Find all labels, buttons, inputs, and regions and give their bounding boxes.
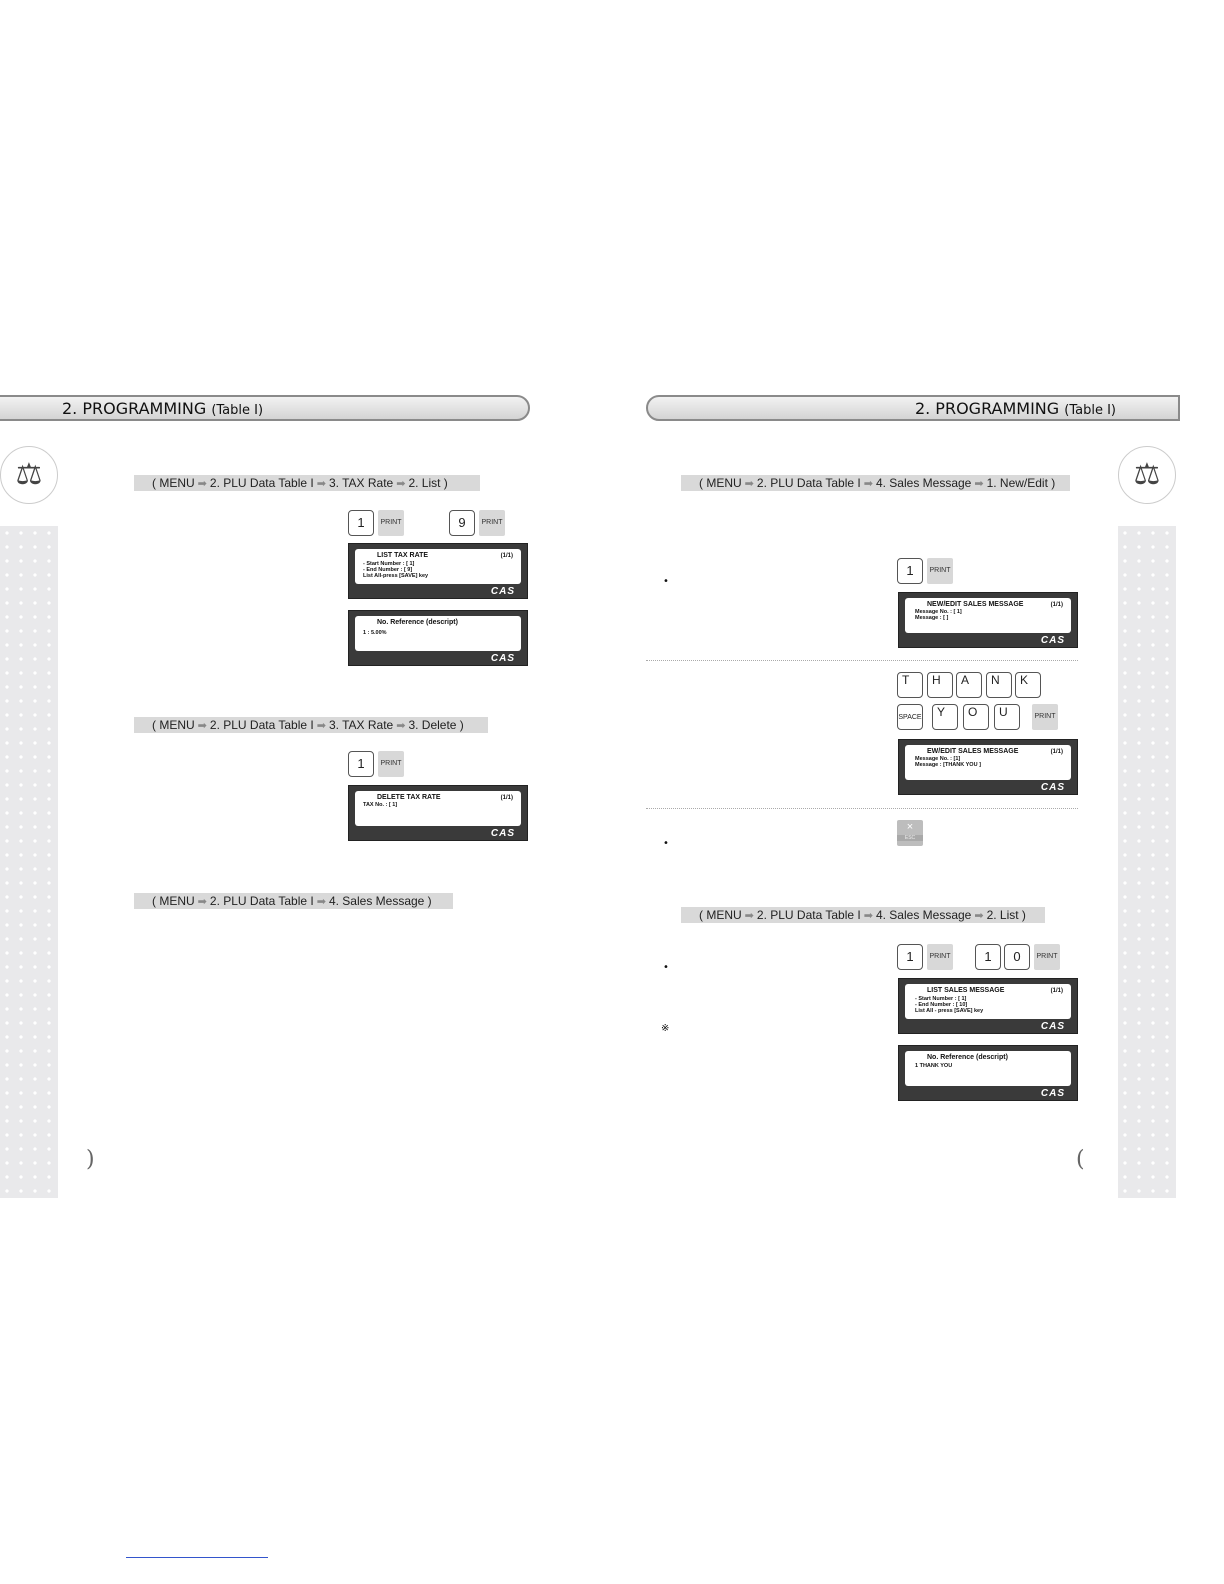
lcd-title: NEW/EDIT SALES MESSAGE bbox=[927, 601, 1024, 608]
breadcrumb-tax-delete: ( MENU ➡ 2. PLU Data Table I ➡ 3. TAX Rate ➡ 3. Delete ) bbox=[134, 717, 488, 733]
arrow-icon: ➡ bbox=[396, 720, 406, 732]
key-print: PRINT bbox=[927, 944, 953, 970]
arrow-icon: ➡ bbox=[316, 896, 326, 908]
page-number-mark-right: ( bbox=[1076, 1147, 1085, 1172]
arrow-icon: ➡ bbox=[197, 478, 207, 490]
scale-icon: ⚖ bbox=[0, 446, 58, 504]
lcd-new-edit-sales-message: NEW/EDIT SALES MESSAGE (1/1) Message No. : [ 1] Message : [ ] CAS bbox=[898, 592, 1078, 648]
page-number-mark-left: ) bbox=[86, 1147, 95, 1172]
key-print: PRINT bbox=[927, 558, 953, 584]
divider bbox=[646, 808, 1078, 809]
arrow-icon: ➡ bbox=[974, 910, 984, 922]
key-1: 1 bbox=[897, 944, 923, 970]
bullet: • bbox=[663, 962, 669, 973]
bullet: • bbox=[663, 576, 669, 587]
cas-logo: CAS bbox=[1040, 635, 1065, 646]
arrow-icon: ➡ bbox=[197, 896, 207, 908]
x-icon: × bbox=[906, 821, 914, 833]
lcd-title: No. Reference (descript) bbox=[377, 619, 458, 626]
arrow-icon: ➡ bbox=[316, 720, 326, 732]
key-9: 9 bbox=[449, 510, 475, 536]
bullet: • bbox=[663, 838, 669, 849]
lcd-page: (1/1) bbox=[1050, 988, 1063, 994]
lcd-tax-reference: No. Reference (descript) 1 : 5.00% CAS bbox=[348, 610, 528, 666]
arrow-icon: ➡ bbox=[396, 478, 406, 490]
cas-logo: CAS bbox=[490, 586, 515, 597]
breadcrumb-sales-new-edit: ( MENU ➡ 2. PLU Data Table I ➡ 4. Sales Message ➡ 1. New/Edit ) bbox=[681, 475, 1070, 491]
breadcrumb-tax-list: ( MENU ➡ 2. PLU Data Table I ➡ 3. TAX Rate ➡ 2. List ) bbox=[134, 475, 480, 491]
key-print: PRINT bbox=[479, 510, 505, 536]
key-0: 0 bbox=[1004, 944, 1030, 970]
cas-logo: CAS bbox=[1040, 1021, 1065, 1032]
cross-mark: ※ bbox=[661, 1023, 670, 1034]
lcd-title: EW/EDIT SALES MESSAGE bbox=[927, 748, 1019, 755]
arrow-icon: ➡ bbox=[863, 478, 873, 490]
breadcrumb-sales-list: ( MENU ➡ 2. PLU Data Table I ➡ 4. Sales Message ➡ 2. List ) bbox=[681, 907, 1045, 923]
key-1: 1 bbox=[897, 558, 923, 584]
key-letter: A bbox=[956, 672, 982, 698]
lcd-delete-tax-rate: DELETE TAX RATE (1/1) TAX No. : [ 1] CAS bbox=[348, 785, 528, 841]
lcd-sales-reference: No. Reference (descript) 1 THANK YOU CAS bbox=[898, 1045, 1078, 1101]
right-page-title: 2. PROGRAMMING (Table I) bbox=[914, 399, 1116, 418]
left-page-header bbox=[0, 395, 530, 421]
divider bbox=[646, 660, 1078, 661]
arrow-icon: ➡ bbox=[744, 910, 754, 922]
key-letter: U bbox=[994, 704, 1020, 730]
arrow-icon: ➡ bbox=[974, 478, 984, 490]
breadcrumb-sales-message: ( MENU ➡ 2. PLU Data Table I ➡ 4. Sales Message ) bbox=[134, 893, 453, 909]
key-print: PRINT bbox=[378, 751, 404, 777]
lcd-list-tax-rate: LIST TAX RATE (1/1) - Start Number : [ 1] - End Number : [ 9] List All-press [SAVE] key CAS bbox=[348, 543, 528, 599]
key-1: 1 bbox=[975, 944, 1001, 970]
lcd-page: (1/1) bbox=[500, 795, 513, 801]
lcd-page: (1/1) bbox=[1050, 602, 1063, 608]
key-1: 1 bbox=[348, 510, 374, 536]
key-space: SPACE bbox=[897, 704, 923, 730]
key-letter: Y bbox=[932, 704, 958, 730]
right-page-header bbox=[646, 395, 1180, 421]
lcd-page: (1/1) bbox=[1050, 749, 1063, 755]
key-letter: N bbox=[986, 672, 1012, 698]
key-print: PRINT bbox=[1034, 944, 1060, 970]
key-print: PRINT bbox=[378, 510, 404, 536]
lcd-title: DELETE TAX RATE bbox=[377, 794, 441, 801]
lcd-title: LIST SALES MESSAGE bbox=[927, 987, 1005, 994]
right-side-strip bbox=[1118, 526, 1176, 1198]
scale-icon: ⚖ bbox=[1118, 446, 1176, 504]
cas-logo: CAS bbox=[1040, 782, 1065, 793]
arrow-icon: ➡ bbox=[197, 720, 207, 732]
key-letter: K bbox=[1015, 672, 1041, 698]
key-letter: T bbox=[897, 672, 923, 698]
lcd-edit-sales-message-thank-you: EW/EDIT SALES MESSAGE (1/1) Message No. : [1] Message : [THANK YOU ] CAS bbox=[898, 739, 1078, 795]
key-letter: H bbox=[927, 672, 953, 698]
lcd-page: (1/1) bbox=[500, 553, 513, 559]
cas-logo: CAS bbox=[490, 828, 515, 839]
lcd-title: LIST TAX RATE bbox=[377, 552, 429, 559]
key-letter: O bbox=[963, 704, 989, 730]
arrow-icon: ➡ bbox=[316, 478, 326, 490]
left-page-title: 2. PROGRAMMING (Table I) bbox=[62, 399, 264, 418]
cas-logo: CAS bbox=[490, 653, 515, 664]
left-side-strip bbox=[0, 526, 58, 1198]
lcd-title: No. Reference (descript) bbox=[927, 1054, 1008, 1061]
cas-logo: CAS bbox=[1040, 1088, 1065, 1099]
arrow-icon: ➡ bbox=[744, 478, 754, 490]
key-clear: × ESC bbox=[897, 820, 923, 846]
arrow-icon: ➡ bbox=[863, 910, 873, 922]
key-1: 1 bbox=[348, 751, 374, 777]
lcd-list-sales-message: LIST SALES MESSAGE (1/1) - Start Number : [ 1] - End Number : [ 10] List All - press [SAVE] key CAS bbox=[898, 978, 1078, 1034]
footnote-rule bbox=[126, 1557, 268, 1558]
key-print: PRINT bbox=[1032, 704, 1058, 730]
